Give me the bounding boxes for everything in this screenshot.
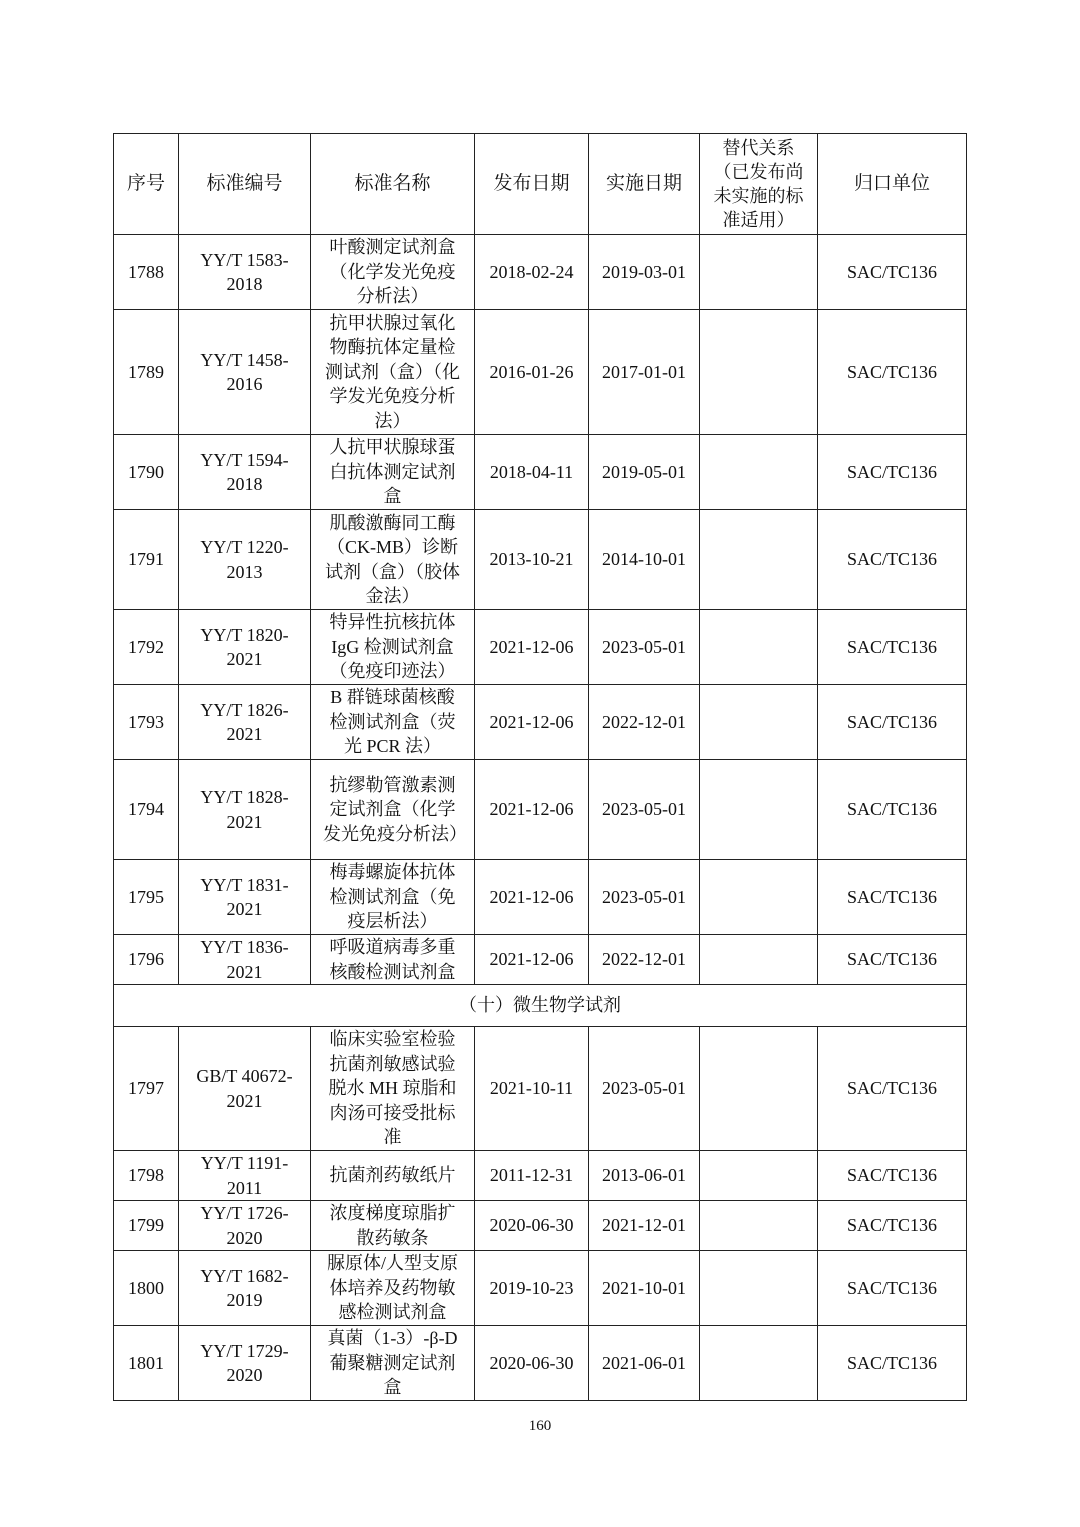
cell-seq: 1788 [114,235,179,310]
cell-unit: SAC/TC136 [818,760,967,860]
cell-name: 人抗甲状腺球蛋白抗体测定试剂盒 [311,435,475,510]
cell-code: YY/T 1594-2018 [179,435,311,510]
cell-seq: 1792 [114,610,179,685]
header-row [114,134,967,235]
cell-implement-date: 2023-05-01 [589,860,700,935]
cell-replacement [700,1151,818,1201]
cell-implement-date: 2023-05-01 [589,1027,700,1151]
table-row [114,1251,967,1326]
cell-replacement [700,685,818,760]
cell-seq: 1791 [114,510,179,610]
cell-publish-date: 2021-12-06 [475,685,589,760]
section-title: （十）微生物学试剂 [114,985,967,1027]
cell-replacement [700,610,818,685]
table-row [114,610,967,685]
cell-unit: SAC/TC136 [818,1027,967,1151]
cell-unit: SAC/TC136 [818,235,967,310]
cell-publish-date: 2019-10-23 [475,1251,589,1326]
cell-code: GB/T 40672-2021 [179,1027,311,1151]
cell-name: B 群链球菌核酸检测试剂盒（荧光 PCR 法） [311,685,475,760]
cell-code: YY/T 1831-2021 [179,860,311,935]
cell-unit: SAC/TC136 [818,510,967,610]
cell-code: YY/T 1826-2021 [179,685,311,760]
cell-unit: SAC/TC136 [818,610,967,685]
cell-unit: SAC/TC136 [818,1326,967,1401]
table-row [114,1201,967,1251]
cell-publish-date: 2016-01-26 [475,310,589,435]
standards-table [113,133,967,1401]
header-code: 标准编号 [179,134,311,235]
cell-unit: SAC/TC136 [818,935,967,985]
cell-code: YY/T 1682-2019 [179,1251,311,1326]
cell-code: YY/T 1726-2020 [179,1201,311,1251]
cell-unit: SAC/TC136 [818,1201,967,1251]
cell-code: YY/T 1820-2021 [179,610,311,685]
header-publish-date: 发布日期 [475,134,589,235]
header-replacement: 替代关系（已发布尚未实施的标准适用） [700,134,818,235]
table-row [114,1151,967,1201]
cell-implement-date: 2021-12-01 [589,1201,700,1251]
cell-replacement [700,435,818,510]
cell-name: 临床实验室检验抗菌剂敏感试验脱水 MH 琼脂和肉汤可接受批标准 [311,1027,475,1151]
cell-implement-date: 2014-10-01 [589,510,700,610]
section-row [114,985,967,1027]
cell-seq: 1795 [114,860,179,935]
cell-name: 抗菌剂药敏纸片 [311,1151,475,1201]
cell-replacement [700,760,818,860]
cell-replacement [700,1201,818,1251]
cell-unit: SAC/TC136 [818,310,967,435]
table-row [114,235,967,310]
table-row [114,510,967,610]
cell-replacement [700,510,818,610]
table-row [114,860,967,935]
cell-seq: 1789 [114,310,179,435]
cell-replacement [700,935,818,985]
table-row [114,310,967,435]
cell-unit: SAC/TC136 [818,1251,967,1326]
cell-code: YY/T 1729-2020 [179,1326,311,1401]
header-unit: 归口单位 [818,134,967,235]
cell-code: YY/T 1828-2021 [179,760,311,860]
cell-implement-date: 2023-05-01 [589,760,700,860]
cell-unit: SAC/TC136 [818,1151,967,1201]
header-implement-date: 实施日期 [589,134,700,235]
table-body-main [114,235,967,985]
cell-code: YY/T 1220-2013 [179,510,311,610]
cell-implement-date: 2022-12-01 [589,685,700,760]
cell-publish-date: 2018-02-24 [475,235,589,310]
cell-publish-date: 2011-12-31 [475,1151,589,1201]
table-row [114,685,967,760]
cell-implement-date: 2019-03-01 [589,235,700,310]
cell-seq: 1797 [114,1027,179,1151]
cell-name: 脲原体/人型支原体培养及药物敏感检测试剂盒 [311,1251,475,1326]
cell-name: 呼吸道病毒多重核酸检测试剂盒 [311,935,475,985]
cell-seq: 1801 [114,1326,179,1401]
cell-name: 叶酸测定试剂盒（化学发光免疫分析法） [311,235,475,310]
cell-name: 梅毒螺旋体抗体检测试剂盒（免疫层析法） [311,860,475,935]
header-name: 标准名称 [311,134,475,235]
cell-publish-date: 2020-06-30 [475,1201,589,1251]
cell-implement-date: 2019-05-01 [589,435,700,510]
cell-implement-date: 2021-10-01 [589,1251,700,1326]
cell-name: 特异性抗核抗体IgG 检测试剂盒（免疫印迹法） [311,610,475,685]
cell-publish-date: 2021-12-06 [475,610,589,685]
table-row [114,435,967,510]
page-number: 160 [528,1418,552,1434]
cell-publish-date: 2020-06-30 [475,1326,589,1401]
cell-replacement [700,1251,818,1326]
cell-replacement [700,1326,818,1401]
cell-seq: 1800 [114,1251,179,1326]
cell-publish-date: 2021-12-06 [475,760,589,860]
cell-seq: 1794 [114,760,179,860]
cell-seq: 1798 [114,1151,179,1201]
cell-code: YY/T 1583-2018 [179,235,311,310]
cell-replacement [700,1027,818,1151]
cell-unit: SAC/TC136 [818,860,967,935]
cell-implement-date: 2017-01-01 [589,310,700,435]
cell-implement-date: 2022-12-01 [589,935,700,985]
cell-name: 抗缪勒管激素测定试剂盒（化学发光免疫分析法） [311,760,475,860]
table-row [114,935,967,985]
cell-publish-date: 2021-10-11 [475,1027,589,1151]
cell-code: YY/T 1458-2016 [179,310,311,435]
cell-implement-date: 2021-06-01 [589,1326,700,1401]
cell-code: YY/T 1836-2021 [179,935,311,985]
cell-name: 浓度梯度琼脂扩散药敏条 [311,1201,475,1251]
cell-replacement [700,310,818,435]
header-seq: 序号 [114,134,179,235]
cell-seq: 1796 [114,935,179,985]
cell-implement-date: 2013-06-01 [589,1151,700,1201]
table-body-microbiology [114,1027,967,1401]
cell-implement-date: 2023-05-01 [589,610,700,685]
cell-name: 真菌（1-3）-β-D 葡聚糖测定试剂盒 [311,1326,475,1401]
cell-publish-date: 2018-04-11 [475,435,589,510]
cell-name: 抗甲状腺过氧化物酶抗体定量检测试剂（盒）（化学发光免疫分析法） [311,310,475,435]
cell-seq: 1799 [114,1201,179,1251]
cell-replacement [700,860,818,935]
cell-seq: 1790 [114,435,179,510]
cell-name: 肌酸激酶同工酶（CK-MB）诊断试剂（盒）（胶体金法） [311,510,475,610]
cell-replacement [700,235,818,310]
cell-unit: SAC/TC136 [818,435,967,510]
cell-publish-date: 2013-10-21 [475,510,589,610]
cell-seq: 1793 [114,685,179,760]
cell-publish-date: 2021-12-06 [475,935,589,985]
cell-code: YY/T 1191-2011 [179,1151,311,1201]
table-row [114,1326,967,1401]
cell-unit: SAC/TC136 [818,685,967,760]
table-row [114,1027,967,1151]
table-row [114,760,967,860]
cell-publish-date: 2021-12-06 [475,860,589,935]
